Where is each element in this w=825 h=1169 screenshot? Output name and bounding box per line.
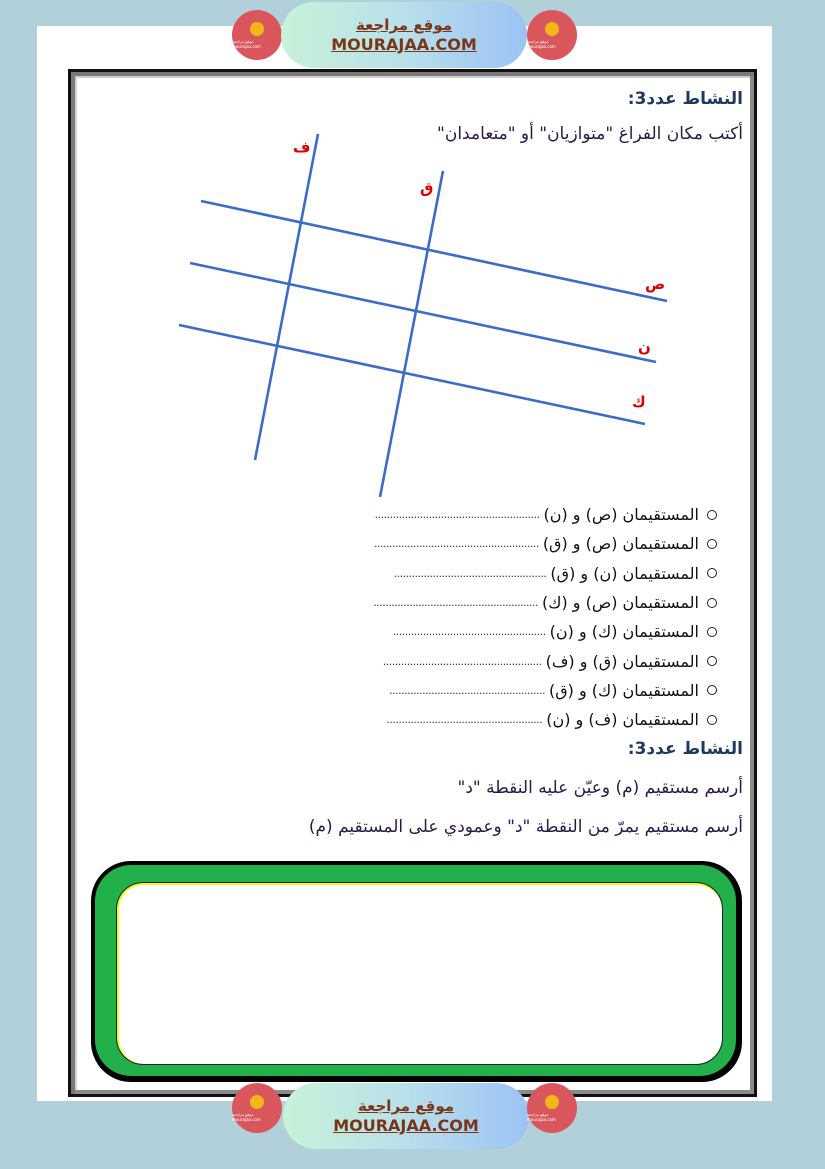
line-label: ن (638, 338, 651, 356)
circle-bullet-icon (707, 627, 717, 637)
logo-icon (250, 1095, 264, 1109)
badge-text: موقع مراجعة mourajaa.com (527, 1111, 556, 1122)
question-item (317, 559, 717, 588)
badge-text: موقع مراجعة mourajaa.com (527, 38, 556, 49)
question-text: المستقيمان (ص) و (ق) (542, 534, 699, 554)
activity2-instruction-2: أرسم مستقيم يمرّ من النقطة "د" وعمودي على المستقيم (م) (308, 817, 743, 837)
question-text: المستقيمان (ف) و (ن) (546, 710, 699, 730)
line-0 (255, 134, 318, 460)
circle-bullet-icon (707, 539, 717, 549)
line-label: ك (632, 393, 646, 411)
line-4 (179, 325, 645, 424)
site-badge-right-bottom[interactable] (527, 1083, 577, 1133)
activity1-heading: النشاط عدد3: (627, 89, 743, 109)
drawing-area[interactable] (117, 883, 722, 1064)
activity2-heading: النشاط عدد3: (627, 739, 743, 759)
banner-latin: MOURAJAA.COM (333, 1116, 479, 1135)
site-badge-left-bottom[interactable] (232, 1083, 282, 1133)
line-label: ف (293, 138, 311, 156)
answer-blank[interactable]: .................................................... (386, 713, 543, 727)
circle-bullet-icon (707, 715, 717, 725)
answer-blank[interactable]: ....................................................... (374, 537, 539, 551)
site-banner-bottom[interactable] (283, 1083, 529, 1149)
banner-arabic: موقع مراجعة (355, 16, 453, 34)
answer-blank[interactable]: ................................................... (393, 566, 547, 580)
question-text: المستقيمان (ق) و (ف) (545, 651, 699, 671)
circle-bullet-icon (707, 510, 717, 520)
question-text: المستقيمان (ك) و (ن) (549, 622, 699, 642)
answer-blank[interactable]: ..................................................... (382, 654, 542, 668)
answer-blank[interactable]: .................................................... (389, 683, 545, 697)
circle-bullet-icon (707, 598, 717, 608)
banner-latin: MOURAJAA.COM (331, 35, 477, 54)
question-item (317, 705, 717, 734)
question-list (317, 500, 717, 734)
answer-blank[interactable]: ....................................................... (373, 596, 539, 610)
answer-blank[interactable]: ................................................... (392, 625, 546, 639)
question-text: المستقيمان (ص) و (ن) (543, 505, 699, 525)
answer-blank[interactable]: ....................................................... (374, 508, 540, 522)
question-text: المستقيمان (ن) و (ق) (550, 563, 699, 583)
banner-arabic: موقع مراجعة (357, 1097, 455, 1115)
badge-text: موقع مراجعة mourajaa.com (232, 1111, 261, 1122)
question-item (317, 646, 717, 675)
line-label: ق (420, 179, 434, 197)
question-item (317, 500, 717, 529)
badge-text: موقع مراجعة mourajaa.com (232, 38, 261, 49)
logo-icon (545, 1095, 559, 1109)
line-1 (380, 171, 443, 497)
circle-bullet-icon (707, 568, 717, 578)
question-item (317, 617, 717, 646)
circle-bullet-icon (707, 656, 717, 666)
question-item (317, 529, 717, 558)
question-item (317, 588, 717, 617)
question-text: المستقيمان (ص) و (ك) (542, 593, 699, 613)
question-item (317, 676, 717, 705)
activity1-instruction: أكتب مكان الفراغ "متوازيان" أو "متعامدان" (437, 124, 743, 144)
line-label: ص (645, 275, 666, 293)
question-text: المستقيمان (ك) و (ق) (548, 680, 699, 700)
circle-bullet-icon (707, 685, 717, 695)
activity2-instruction-1: أرسم مستقيم (م) وعيّن عليه النقطة "د" (457, 778, 743, 798)
